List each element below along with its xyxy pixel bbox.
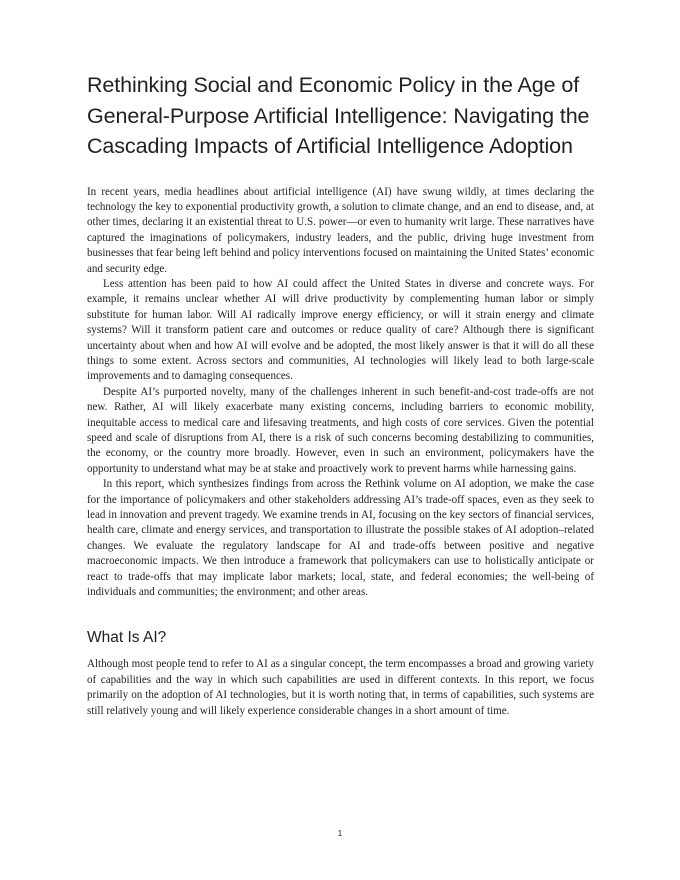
intro-section — [87, 185, 594, 601]
document-title: Rethinking Social and Economic Policy in the Age of General-Purpose Artificial Intelligence: Navigating the Cascading Impacts of Artificial Intelligence Adoption — [87, 73, 590, 158]
paragraph-4: In this report, which synthesizes findings from across the Rethink volume on AI adoption, we make the case for the importance of policymakers and other stakeholders addressing AI’s trade-off spaces, even as they seek to lead in innovation and prevent tragedy. We examine trends in AI, focusing on the key sectors of financial services, health care, climate and energy services, and transportation to illustrate the possible stakes of AI adoption–related changes. We evaluate the regulatory landscape for AI and trade-offs between positive and negative macroeconomic impacts. We then introduce a framework that policymakers can use to holistically anticipate or react to trade-offs that may implicate labor markets; local, state, and federal economies; the well-being of individuals and communities; the environment; and other areas. — [87, 478, 594, 599]
section-paragraph: Although most people tend to refer to AI as a singular concept, the term encompasses a broad and growing variety of capabilities and the way in which such capabilities are used in different contexts. In this report, we focus primarily on the adoption of AI technologies, but it is worth noting that, in terms of capabilities, such systems are still relatively young and will likely experience considerable changes in a short amount of time. — [87, 658, 594, 717]
what-is-ai-section — [87, 657, 594, 719]
paragraph-3: Despite AI’s purported novelty, many of the challenges inherent in such benefit-and-cost trade-offs are not new. Rather, AI will likely exacerbate many existing concerns, including barriers to economic mobility, inequitable access to medical care and lifesaving treatments, and high costs of core services. Given the potential speed and scale of disruptions from AI, there is a risk of such concerns becoming destabilizing to communities, the economy, or the country more broadly. However, even in such an environment, policymakers have the opportunity to understand what may be at stake and proactively work to prevent harms while harnessing gains. — [87, 385, 594, 475]
page-number: 1 — [337, 829, 343, 838]
paragraph-1: In recent years, media headlines about artificial intelligence (AI) have swung wildly, at times declaring the technology the key to exponential productivity growth, a solution to climate change, and an end to disease, and, at other times, declaring it an existential threat to U.S. power—or even to humanity writ large. These narratives have captured the imaginations of policymakers, industry leaders, and the public, driving huge investment from businesses that fear being left behind and policy interventions focused on maintaining the United States’ economic and security edge. — [87, 185, 594, 275]
paragraph-2: Less attention has been paid to how AI could affect the United States in diverse and concrete ways. For example, it remains unclear whether AI will drive productivity by complementing human labor or simply substitute for human labor. Will AI radically improve energy efficiency, or will it strain energy and climate systems? Will it transform patient care and outcomes or reduce quality of care? Although there is significant uncertainty about when and how AI will evolve and be adopted, the most likely answer is that it will do all these things to some extent. Across sectors and communities, AI technologies will likely lead to both large-scale improvements and to damaging consequences. — [87, 277, 594, 383]
page-content — [87, 70, 594, 719]
section-heading: What Is AI? — [87, 629, 167, 647]
